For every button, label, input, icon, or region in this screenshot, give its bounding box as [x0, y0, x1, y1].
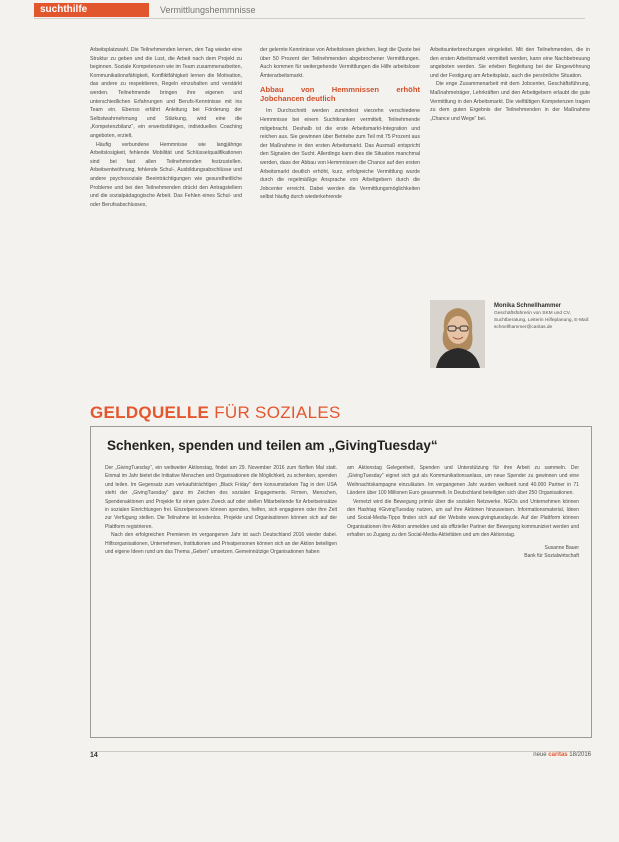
author-photo	[430, 300, 485, 368]
box-paragraph: am Aktionstag Gelegenheit, Spenden und Unterstützung für ihre Arbeit zu sammeln. Der „GivingTuesday“ eignet sich gut als Kommunikationsanlass, um neue Spender zu gewinnen und eine Weihnachtskampagne einzuläuten. Im vergangenen Jahr wurden weltweit rund 40.000 Partner in 71 Ländern über 100 Millionen Euro gesammelt. In Deutschland beteiligten sich über 250 Organisationen.	[347, 465, 579, 497]
signature-name: Susanne Bauer	[544, 544, 579, 551]
article-column-2	[260, 46, 420, 202]
magazine-issue	[533, 752, 591, 758]
box-column-1	[105, 464, 337, 556]
author-name: Monika Schnellhammer	[494, 303, 562, 309]
info-box	[90, 426, 592, 738]
article-paragraph: Im Durchschnitt werden zumindest vierzehn verschiedene Hemmnisse bei einem Suchtkranken vermittelt, Teilnehmende mitgebracht. Deshalb ist die erste Arbeitsmarkt-Integration und reichen aus. Sie gewinnen über Betriebe zum Teil mit 75 Prozent aus der Maßnahme in den ersten Arbeitsmarkt. Das Ausmaß entspricht den Signalen der Sucht. Allerdings kann dies die Situation manchmal werden, dass der Abbau von Hemmnissen die Chance auf den ersten Arbeitsmarkt deutlich erhöht, kurz, erfolgreiche Vermittlung wurde durch die regelmäßige Ansprache von Arbeitgebern durch die Jobcenter erreicht. Dabei werden die Vermittlungsmöglichkeiten selbst häufig durch wiederkehrende	[260, 108, 420, 201]
box-signature	[347, 544, 579, 560]
section-title	[90, 403, 341, 423]
page-number: 14	[90, 752, 98, 759]
magazine-name: caritas	[548, 752, 568, 758]
magazine-issue-number: 18/2016	[567, 752, 591, 758]
section-title-bold: GELDQUELLE	[90, 403, 210, 422]
signature-org: Bank für Sozialwirtschaft	[524, 552, 579, 559]
box-paragraph: Vernetzt wird die Bewegung primär über die sozialen Netzwerke. NGOs und Unternehmen können den Hashtag #GivingTuesday nutzen, um auf ihre Aktionen hinzuweisen. Informationsmaterial, Ideen und Social-Media-Tipps finden sich auf der Website www.givingtuesday.de. Auf der Plattform können Organisationen ihre Aktion anmelden und als offizieller Partner der Bewegung kommuniziert werden und erhalten so Zugang zu den Social-Media-Aktivitäten und um den Aktionstag.	[347, 498, 579, 539]
magazine-prefix: neue	[533, 752, 549, 758]
author-bio: Geschäftsführerin von SKM und CV, Suchtberatung, Leiterin Hilfeplanung, E-Mail: schnellhammer@caritas.de	[494, 311, 590, 330]
box-title: Schenken, spenden und teilen am „GivingTuesday“	[107, 438, 438, 453]
section-title-light: FÜR SOZIALES	[209, 403, 341, 422]
article-paragraph: Arbeitsunterbrechungen eingeleitet. Mit den Teilnehmenden, die in den ersten Arbeitsmarkt vermittelt werden, kann eine Nachbetreuung angeboten werden. Sie erleben Begleitung bei der Eingewöhnung und der Festigung am Arbeitsplatz, auch die persönliche Situation.	[430, 47, 590, 79]
article-paragraph: Häufig verbundene Hemmnisse wie langjährige Arbeitslosigkeit, fehlende Mobilität und Schlüsselqualifikationen sind bei fast allen Teilnehmenden festzustellen. Arbeitsentwöhnung, fehlende Schul-, Ausbildungsabschlüsse und andere psychosoziale Beeinträchtigungen wie gesundheitliche Probleme und bei den Teilnehmenden drückt den Antragstellern und die sozialpädagogische Arbeit. Das Fehlen eines Schul- und oder Berufsabschlusses,	[90, 141, 242, 208]
footer-divider	[90, 751, 591, 752]
header-divider	[34, 18, 585, 19]
section-subtitle: Vermittlungshemmnisse	[160, 5, 256, 15]
box-column-2	[347, 464, 579, 560]
article-paragraph: Die enge Zusammenarbeit mit dem Jobcenter, Geschäftsführung, Maßnahmeträger, Lehrkräften und den Arbeitgebern erlaubt die gute Vermittlung in den Arbeitsmarkt. Die vielfältigen Kompetenzen tragen zu dem guten Ergebnis der Teilnehmenden in der Maßnahme „Chance und Wege“ bei.	[430, 81, 590, 122]
section-tag: suchthilfe	[34, 3, 149, 17]
article-column-3	[430, 46, 590, 123]
box-paragraph: Der „GivingTuesday“, ein weltweiter Aktionstag, findet am 29. November 2016 zum fünften Mal statt. Einmal im Jahr bietet die Initiative Menschen und Organisationen die Möglichkeit, zu schenken, spenden und teilen. Im Gegensatz zum verkaufsträchtigen „Black Friday“ dem konsumstarken Tag in den USA steht der „GivingTuesday“ ganz im Zeichen des sozialen Engagements. Firmen, Menschen, Spendenaktionen und Projekte für einen guten Zweck auf oder stellen Mitarbeitende für Arbeitseinsätze in sozialen Einrichtungen frei. Einzelpersonen können spenden, helfen, sich engagieren oder ihre Zeit zur Verfügung stellen. Die Teilnahme ist kostenlos. Projekte und Organisationen können sich auf der Plattform registrieren.	[105, 465, 337, 530]
article-subheading: Abbau von Hemmnissen erhöht Jobchancen deutlich	[260, 85, 420, 104]
box-paragraph: Nach den erfolgreichen Premieren im vergangenen Jahr ist auch Deutschland 2016 wieder dabei. Hilfsorganisationen, Unternehmen, Institutionen und Privatpersonen können sich an der Aktion beteiligen und eigene Ideen rund um das Thema „Geben“ umsetzen. Gemeinnützige Organisationen haben	[105, 532, 337, 556]
author-info	[494, 302, 594, 331]
article-column-1	[90, 46, 242, 209]
article-paragraph: der gelernte Kenntnisse von Arbeitslosen gleichen, liegt die Quote bei über 50 Prozent der Teilnehmenden abgebrochener Vermittlungen. Auch kommen für weitergehende Vermittlungen die Hilfe arbeitsloser Ämterarbeitsmarkt.	[260, 47, 420, 79]
article-paragraph: Arbeitsplatzwahl. Die Teilnehmenden lernen, den Tag wieder eine Struktur zu geben und die Lust, die Arbeit nach dem Projekt zu beginnen. Soziale Kompetenzen wie im Team zusammenarbeiten, Kommunikationsfähigkeit, Konfliktfähigkeit lernen die Motivation, das andere zu respektieren, Regeln einzuhalten und verstärkt werden. Teilnehmende bringen ihre eigenen und unterschiedlichen Erfahrungen und Berufs-Kenntnisse mit ins Team ein. Ebenso erfährt Anleitung bei Förderung der Selbstwahrnehmung und Stärkung, wird eine die „Kompetenzbilanz“, ein erwerbsfähiges, individuelles Coaching angeboten, erzielt.	[90, 47, 242, 139]
